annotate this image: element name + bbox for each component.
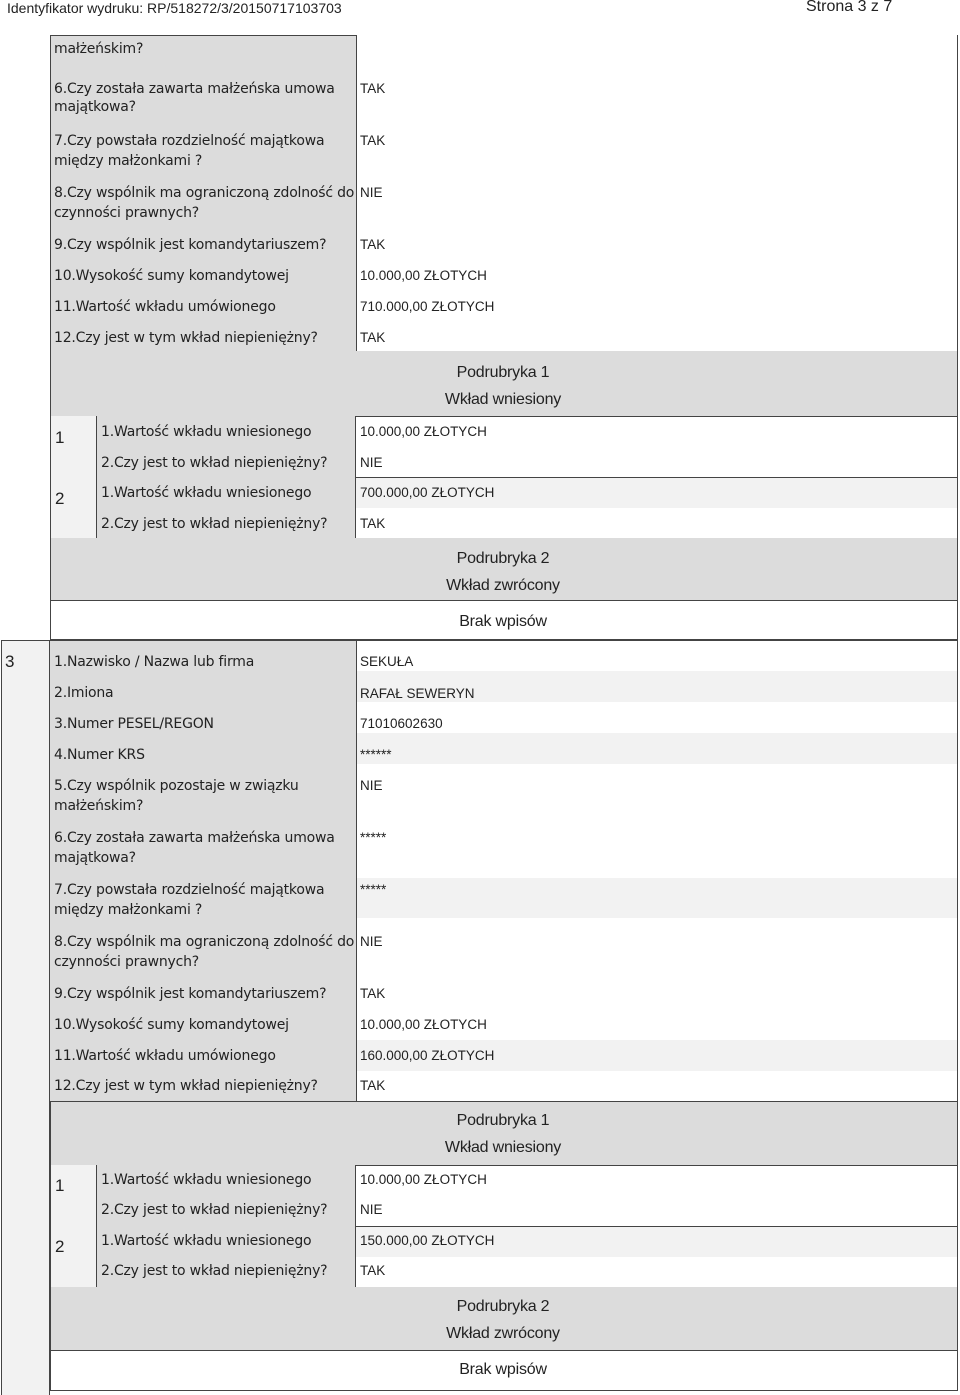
q7-label: 7.Czy powstała rozdzielność majątkowa <box>54 133 325 149</box>
field-capacity-value: NIE <box>360 934 383 949</box>
q12-value: TAK <box>360 330 386 345</box>
q9-label: 9.Czy wspólnik jest komandytariuszem? <box>54 237 327 253</box>
field-first-names-label: 2.Imiona <box>54 685 114 701</box>
q6-value: TAK <box>360 81 386 96</box>
entry-label: 1.Wartość wkładu wniesionego <box>101 1172 312 1188</box>
q8-label: 8.Czy wspólnik ma ograniczoną zdolność do <box>54 185 355 201</box>
entry-number: 2 <box>55 1237 65 1256</box>
entry-number-cell <box>50 1165 97 1227</box>
entry-number: 1 <box>55 1176 65 1195</box>
subsection-title: Podrubryka 2 <box>456 1298 550 1315</box>
field-capacity-label-2: czynności prawnych? <box>54 954 200 970</box>
entry-value: TAK <box>360 516 386 531</box>
field-contract-label: 6.Czy została zawarta małżeńska umowa <box>54 830 335 846</box>
field-contribution-label: 11.Wartość wkładu umówionego <box>54 1048 276 1064</box>
entry-value: 10.000,00 ZŁOTYCH <box>360 1172 487 1187</box>
field-name-value: SEKUŁA <box>360 654 414 669</box>
subsection-subtitle: Wkład wniesiony <box>444 391 562 408</box>
entry-label: 1.Wartość wkładu wniesionego <box>101 424 312 440</box>
field-first-names-value: RAFAŁ SEWERYN <box>360 686 475 701</box>
entry-value: 700.000,00 ZŁOTYCH <box>360 485 495 500</box>
print-identifier: Identyfikator wydruku: RP/518272/3/20150717103703 <box>7 0 342 16</box>
subsection-title: Podrubryka 2 <box>456 550 550 567</box>
entry-label: 2.Czy jest to wkład niepieniężny? <box>101 455 328 471</box>
q8-label-2: czynności prawnych? <box>54 205 200 221</box>
field-limited-partner-label: 9.Czy wspólnik jest komandytariuszem? <box>54 986 327 1002</box>
q10-value: 10.000,00 ZŁOTYCH <box>360 268 487 283</box>
field-krs-label: 4.Numer KRS <box>54 747 145 763</box>
q11-value: 710.000,00 ZŁOTYCH <box>360 299 495 314</box>
q8-value: NIE <box>360 185 383 200</box>
field-pesel-label: 3.Numer PESEL/REGON <box>54 716 214 732</box>
q9-value: TAK <box>360 237 386 252</box>
page-number: Strona 3 z 7 <box>806 0 893 15</box>
field-krs-value: ****** <box>360 747 392 762</box>
entry-number-cell <box>50 1226 97 1288</box>
field-marriage-label: 5.Czy wspólnik pozostaje w związku <box>54 778 299 794</box>
field-sum-label: 10.Wysokość sumy komandytowej <box>54 1017 289 1033</box>
field-sum-value: 10.000,00 ZŁOTYCH <box>360 1017 487 1032</box>
entry-label: 2.Czy jest to wkład niepieniężny? <box>101 1263 328 1279</box>
entry-value: 10.000,00 ZŁOTYCH <box>360 424 487 439</box>
q11-label: 11.Wartość wkładu umówionego <box>54 299 276 315</box>
section-number-cell <box>1 640 50 1395</box>
entry-label: 1.Wartość wkładu wniesionego <box>101 485 312 501</box>
field-limited-partner-value: TAK <box>360 986 386 1001</box>
q10-label: 10.Wysokość sumy komandytowej <box>54 268 289 284</box>
q6-label-2: majątkowa? <box>54 99 136 115</box>
section-number: 3 <box>5 652 15 671</box>
entry-number: 1 <box>55 428 65 447</box>
subsection-title: Podrubryka 1 <box>456 1112 550 1129</box>
entry-label: 2.Czy jest to wkład niepieniężny? <box>101 516 328 532</box>
field-name-label: 1.Nazwisko / Nazwa lub firma <box>54 654 255 670</box>
entry-number: 2 <box>55 489 65 508</box>
empty-notice: Brak wpisów <box>459 613 547 630</box>
field-separation-label-2: między małżonkami ? <box>54 902 203 918</box>
subsection-subtitle: Wkład zwrócony <box>446 1325 560 1342</box>
q6-label: 6.Czy została zawarta małżeńska umowa <box>54 81 335 97</box>
value-highlight <box>357 733 957 764</box>
field-contribution-value: 160.000,00 ZŁOTYCH <box>360 1048 495 1063</box>
entry-value: NIE <box>360 455 383 470</box>
subsection-title: Podrubryka 1 <box>456 364 550 381</box>
subsection-subtitle: Wkład zwrócony <box>446 577 560 594</box>
subsection-subtitle: Wkład wniesiony <box>444 1139 562 1156</box>
q7-label-2: między małżonkami ? <box>54 153 203 169</box>
field-separation-value: ***** <box>360 882 387 897</box>
entry-value: 150.000,00 ZŁOTYCH <box>360 1233 495 1248</box>
entry-value: NIE <box>360 1202 383 1217</box>
q12-label: 12.Czy jest w tym wkład niepieniężny? <box>54 330 318 346</box>
field-non-cash-value: TAK <box>360 1078 386 1093</box>
field-capacity-label: 8.Czy wspólnik ma ograniczoną zdolność do <box>54 934 355 950</box>
empty-notice: Brak wpisów <box>459 1361 547 1378</box>
entry-label: 2.Czy jest to wkład niepieniężny? <box>101 1202 328 1218</box>
field-non-cash-label: 12.Czy jest w tym wkład niepieniężny? <box>54 1078 318 1094</box>
q7-value: TAK <box>360 133 386 148</box>
entry-value: TAK <box>360 1263 386 1278</box>
field-marriage-label-2: małżeńskim? <box>54 798 144 814</box>
field-contract-value: ***** <box>360 830 387 845</box>
value-highlight <box>357 878 957 918</box>
field-separation-label: 7.Czy powstała rozdzielność majątkowa <box>54 882 325 898</box>
field-contract-label-2: majątkowa? <box>54 850 136 866</box>
q5-label-tail: małżeńskim? <box>54 41 144 57</box>
entry-label: 1.Wartość wkładu wniesionego <box>101 1233 312 1249</box>
field-pesel-value: 71010602630 <box>360 716 443 731</box>
field-marriage-value: NIE <box>360 778 383 793</box>
